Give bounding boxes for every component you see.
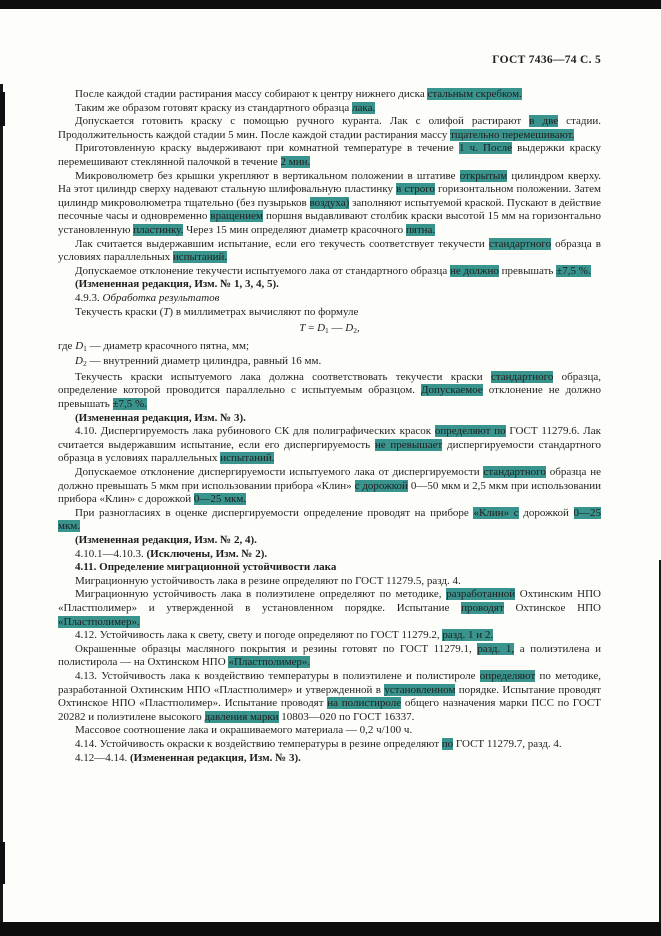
text-run: открытым — [459, 169, 508, 182]
text-run: Охтинским НПО «Пластполимер» и утвержденной в установленном порядке. Испытание — [58, 588, 601, 614]
paragraph — [58, 738, 601, 752]
text-run: Текучесть краски ( — [75, 305, 164, 318]
scan-edge-bottom — [0, 922, 661, 936]
text-run: пятна. — [405, 223, 436, 236]
amendment-note — [58, 278, 601, 292]
scan-blemish — [0, 92, 5, 126]
text-run: Миграционную устойчивость лака в полиэтилене определяют по методике, — [75, 588, 447, 601]
paragraph — [58, 88, 601, 102]
text-run: на полистироле — [327, 697, 402, 710]
paragraph — [58, 670, 601, 724]
text-run: 2 мин. — [280, 155, 311, 168]
text-run: давления марки — [204, 710, 279, 723]
text-run: пластинку. — [133, 223, 184, 236]
text-run: разд. 1, — [477, 642, 515, 655]
text-run: не превышает — [374, 438, 443, 451]
text-run: стандартного — [490, 370, 554, 383]
text-run: не должно — [449, 264, 499, 277]
text-run: — внутренний диаметр цилиндра, равный 16 мм. — [86, 355, 322, 368]
text-run: с дорожкой — [354, 479, 408, 492]
text-run: При разногласиях в оценке диспергируемости определение проводят на приборе — [75, 506, 474, 519]
text-run: образца в условиях параллельных — [58, 237, 601, 264]
text-run: заполняют испытуемой краской. Пускают в действие песочные часы и одновременно — [58, 196, 601, 223]
text-run: установленном — [384, 683, 456, 696]
paragraph — [58, 115, 601, 142]
document-body — [58, 88, 601, 765]
text-run: D — [317, 322, 326, 335]
text-run: в строго — [396, 183, 435, 196]
text-run: 4.12—4.14. — [75, 751, 130, 764]
text-run: образца, определение которой проводится параллельно с испытуемым образцом. — [58, 370, 602, 397]
formula-legend — [58, 340, 601, 356]
paragraph — [58, 507, 601, 534]
text-run: 2 — [82, 359, 87, 369]
text-run: Текучесть краски испытуемого лака должна соответствовать текучести краски — [75, 370, 491, 383]
paragraph — [58, 170, 601, 238]
text-run: по методике, разработанной Охтинским НПО «Пластполимер» и утвержденной в — [58, 669, 601, 696]
paragraph — [58, 575, 601, 589]
text-run: Лак считается выдержавшим испытание, если его текучесть соответствует текучести — [75, 237, 489, 250]
paragraph — [58, 102, 601, 116]
text-run: испытаний. — [172, 251, 228, 264]
text-run: ГОСТ 11279.6. Лак считается выдержавшим испытание, если его диспергируемость — [58, 425, 601, 451]
paragraph — [58, 724, 601, 738]
text-run: по — [441, 737, 454, 750]
text-run: Т — [163, 305, 170, 318]
text-run: ±7,5 %. — [556, 264, 591, 277]
text-run: Микроволюметр без крышки укрепляют в вертикальном положении в штативе — [75, 169, 460, 182]
text-run: горизонтальном положении. Затем цилиндр микроволюметра тщательно (без пузырьков — [58, 183, 601, 209]
text-run: диспергируемости стандартного образца в условиях параллельных — [58, 438, 602, 465]
text-run: проводят — [461, 601, 504, 614]
text-run: (Измененная редакция, Изм. № 3). — [75, 411, 246, 424]
paragraph — [58, 142, 601, 169]
text-run: выдержки краску перемешивают стеклянной палочкой в течение — [58, 142, 601, 168]
text-run: 4.12. Устойчивость лака к свету, свету и погоде определяют по ГОСТ 11279.2, — [75, 629, 443, 642]
text-run: ГОСТ 11279.7, разд. 4. — [453, 737, 562, 750]
amendment-note — [58, 534, 601, 548]
text-run: Через 15 мин определяют диаметр красочного — [183, 223, 406, 236]
text-run: Допускаемое отклонение текучести испытуемого лака от стандартного образца — [75, 264, 450, 277]
text-run: стадии. Продолжительность каждой стадии 5 мин. После каждой стадии растирания массу — [58, 115, 602, 141]
text-run: D — [345, 322, 354, 335]
scan-blemish — [0, 842, 5, 884]
text-run: (Исключены, Изм. № 2). — [146, 547, 268, 560]
paragraph — [58, 643, 601, 670]
text-run: 4.10. Диспергируемость лака рубинового СК для полиграфических красок — [75, 425, 435, 438]
text-run: определяют по — [434, 425, 506, 438]
section-heading — [58, 561, 601, 575]
text-run: воздуха) — [309, 196, 350, 209]
text-run: определяют — [479, 669, 536, 682]
text-run: Таким же образом готовят краску из стандартного образца — [75, 101, 353, 114]
text-run: , — [357, 322, 360, 335]
paragraph — [58, 238, 601, 265]
text-run: поршня выдавливают столбик краски высотой 15 мм на горизонтально установленную — [58, 210, 601, 236]
paragraph — [58, 371, 601, 412]
text-run: 1 — [325, 326, 329, 336]
text-run: Обработка результатов — [102, 291, 220, 304]
text-run: 0—50 мкм и 2,5 мкм при использовании прибора «Клин» с дорожкой — [58, 479, 601, 506]
text-run: 4.10.1—4.10.3. — [75, 547, 147, 560]
scan-edge-top — [0, 0, 661, 9]
text-run: испытаний. — [220, 452, 275, 465]
text-run: = — [305, 322, 318, 335]
text-run: Допускается готовить краску с помощью ручного куранта. Лак с олифой растирают — [75, 115, 530, 128]
text-run: — диаметр красочного пятна, мм; — [86, 339, 250, 352]
paragraph — [58, 265, 601, 279]
text-run: стандартного — [488, 237, 552, 250]
text-run: ) в миллиметрах вычисляют по формуле — [169, 305, 359, 318]
text-run: 1 ч. После — [458, 142, 512, 155]
text-run: 1 — [83, 343, 87, 353]
text-run: 4.11. Определение миграционной устойчивости лака — [75, 561, 337, 574]
text-run: образца не должно превышать 5 мкм при использовании прибора «Клин» — [58, 466, 601, 492]
text-run: Окрашенные образцы масляного покрытия и резины готовят по ГОСТ 11279.1, — [75, 642, 478, 655]
text-run: где — [58, 339, 76, 352]
text-run: 0—25 мкм. — [58, 506, 601, 533]
text-run: После каждой стадии растирания массу собирают к центру нижнего диска — [75, 88, 428, 100]
text-run: вращением — [210, 210, 263, 223]
text-run: «Клин» с — [473, 506, 519, 519]
text-run: отклонение не должно превышать — [58, 384, 601, 411]
text-run: лака. — [352, 101, 376, 114]
text-run: разд. 1 и 2. — [442, 629, 494, 642]
text-run: стальным скребком. — [427, 88, 522, 100]
text-run: «Пластполимер». — [58, 615, 140, 628]
text-run: Массовое соотношение лака и окрашиваемого материала — 0,2 ч/100 ч. — [75, 724, 413, 737]
formula-legend — [58, 355, 601, 371]
text-run: превышать — [498, 264, 557, 277]
page-header-standard-number: ГОСТ 7436—74 С. 5 — [492, 54, 601, 66]
text-run: 0—25 мкм. — [193, 493, 247, 506]
text-run: 2 — [353, 326, 357, 336]
text-run: тщательно перемешивают. — [450, 128, 575, 141]
text-run: D — [75, 339, 84, 352]
text-run: Охтинское НПО — [503, 601, 601, 614]
text-run: в две — [529, 115, 559, 128]
text-run: стандартного — [483, 466, 546, 479]
text-run: «Пластполимер». — [228, 656, 311, 669]
text-run: (Измененная редакция, Изм. № 3). — [130, 751, 301, 764]
paragraph — [58, 425, 601, 466]
text-run: общего назначения марки ПСС по ГОСТ 20282 и полиэтилене высокого — [58, 697, 601, 723]
paragraph — [58, 588, 601, 629]
amendment-note — [58, 752, 601, 766]
text-run: разработанной — [446, 588, 516, 601]
text-run: Допускаемое — [421, 384, 483, 397]
text-run: дорожкой — [518, 506, 574, 519]
text-run: 4.13. Устойчивость лака к воздействию температуры в полиэтилене и полистироле — [75, 669, 480, 682]
text-run: T — [299, 322, 306, 335]
text-run: 4.14. Устойчивость окраски к воздействию температуры в резине определяют — [75, 737, 442, 750]
amendment-note — [58, 548, 601, 562]
text-run: (Измененная редакция, Изм. № 1, 3, 4, 5). — [75, 278, 279, 291]
section-heading — [58, 292, 601, 306]
text-run: D — [75, 355, 83, 368]
formula — [58, 322, 601, 338]
text-run: Миграционную устойчивость лака в резине определяют по ГОСТ 11279.5, разд. 4. — [75, 574, 461, 587]
text-run: цилиндром кверху. На этот цилиндр сверху надевают стальную шлифовальную пластинку — [58, 169, 601, 196]
text-run: 10803—020 по ГОСТ 16337. — [278, 710, 415, 723]
text-run: а полиэтилена и полистирола — на Охтинском НПО — [58, 642, 601, 669]
text-run: 4.9.3. — [75, 291, 103, 304]
text-run: Приготовленную краску выдерживают при комнатной температуре в течение — [75, 142, 459, 155]
text-run: (Измененная редакция, Изм. № 2, 4). — [75, 534, 257, 546]
scan-edge-left — [0, 84, 3, 922]
paragraph — [58, 466, 601, 507]
text-run: Допускаемое отклонение диспергируемости испытуемого лака от диспергируемости — [75, 466, 484, 479]
paragraph — [58, 629, 601, 643]
paragraph — [58, 306, 601, 320]
amendment-note — [58, 412, 601, 426]
text-run: ±7,5 %. — [112, 398, 147, 411]
text-run: — — [328, 322, 346, 335]
text-run: порядке. Испытание проводят Охтинское НПО «Пластполимер». Испытание проводят — [58, 683, 601, 710]
